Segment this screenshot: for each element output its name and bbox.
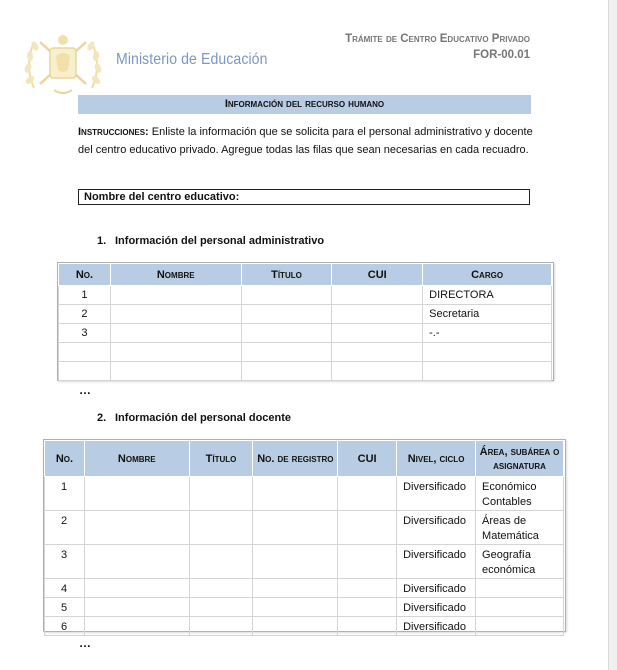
table-row <box>45 579 564 598</box>
cell-nombre[interactable] <box>84 598 189 617</box>
center-name-label: Nombre del centro educativo: <box>84 191 240 203</box>
cell-nivel[interactable]: Diversificado <box>397 477 476 511</box>
document-title: Trámite de Centro Educativo Privado <box>345 33 530 45</box>
cell-nombre[interactable] <box>84 617 189 636</box>
cell-registro[interactable] <box>253 617 338 636</box>
cell-nombre[interactable] <box>84 579 189 598</box>
cell-cui[interactable] <box>338 545 397 579</box>
table-row <box>45 617 564 636</box>
cell-nombre[interactable] <box>110 343 241 362</box>
col-header-nombre: Nombre <box>84 441 189 477</box>
col-header-no: No. <box>45 441 85 477</box>
cell-nombre[interactable] <box>110 286 241 305</box>
col-header-nombre: Nombre <box>110 264 241 286</box>
cell-no[interactable]: 2 <box>45 511 85 545</box>
cell-area[interactable] <box>476 579 564 598</box>
cell-area[interactable]: Áreas de Matemática <box>476 511 564 545</box>
cell-titulo[interactable] <box>241 362 332 381</box>
cell-cargo[interactable]: DIRECTORA <box>423 286 552 305</box>
cell-nombre[interactable] <box>110 305 241 324</box>
instructions-label: Instrucciones: <box>78 126 149 138</box>
section-2-heading <box>97 412 291 424</box>
cell-registro[interactable] <box>253 511 338 545</box>
cell-no[interactable]: 3 <box>45 545 85 579</box>
cell-cui[interactable] <box>338 511 397 545</box>
cell-no[interactable] <box>59 343 111 362</box>
cell-titulo[interactable] <box>241 343 332 362</box>
table-row <box>45 511 564 545</box>
document-code: FOR-00.01 <box>473 49 530 61</box>
cell-area[interactable]: Económico Contables <box>476 477 564 511</box>
cell-nombre[interactable] <box>84 545 189 579</box>
cell-no[interactable]: 1 <box>45 477 85 511</box>
table-2-continuation: … <box>79 636 91 650</box>
cell-nombre[interactable] <box>84 511 189 545</box>
cell-cargo[interactable]: -.- <box>423 324 552 343</box>
cell-no[interactable]: 1 <box>59 286 111 305</box>
col-header-titulo: Título <box>189 441 253 477</box>
page-edge <box>608 0 617 670</box>
cell-titulo[interactable] <box>189 545 253 579</box>
section-1-title: Información del personal administrativo <box>115 235 325 247</box>
col-header-cargo: Cargo <box>423 264 552 286</box>
cell-nombre[interactable] <box>84 477 189 511</box>
section-1-heading <box>97 235 324 247</box>
ministry-name: Ministerio de Educación <box>116 51 268 68</box>
center-name-field[interactable] <box>78 189 530 205</box>
cell-no[interactable]: 3 <box>59 324 111 343</box>
cell-nivel[interactable]: Diversificado <box>397 545 476 579</box>
table-row <box>59 362 552 381</box>
cell-titulo[interactable] <box>189 477 253 511</box>
cell-no[interactable] <box>59 362 111 381</box>
cell-nivel[interactable]: Diversificado <box>397 579 476 598</box>
cell-area[interactable] <box>476 598 564 617</box>
cell-titulo[interactable] <box>241 286 332 305</box>
section-2-number: 2. <box>97 412 107 424</box>
cell-titulo[interactable] <box>189 579 253 598</box>
cell-cui[interactable] <box>332 343 423 362</box>
table-row <box>45 477 564 511</box>
section-2-title: Información del personal docente <box>115 412 292 424</box>
col-header-no: No. <box>59 264 111 286</box>
cell-area[interactable] <box>476 617 564 636</box>
table-row <box>45 545 564 579</box>
cell-nombre[interactable] <box>110 324 241 343</box>
col-header-cui: CUI <box>332 264 423 286</box>
table-row <box>59 343 552 362</box>
section-banner: Información del recurso humano <box>78 95 531 114</box>
cell-nivel[interactable]: Diversificado <box>397 598 476 617</box>
cell-no[interactable]: 2 <box>59 305 111 324</box>
cell-cui[interactable] <box>332 324 423 343</box>
cell-no[interactable]: 6 <box>45 617 85 636</box>
table-row <box>59 305 552 324</box>
cell-cui[interactable] <box>338 477 397 511</box>
section-1-number: 1. <box>97 235 107 247</box>
cell-titulo[interactable] <box>189 511 253 545</box>
cell-titulo[interactable] <box>189 598 253 617</box>
cell-cui[interactable] <box>338 598 397 617</box>
table-row <box>59 286 552 305</box>
cell-no[interactable]: 4 <box>45 579 85 598</box>
col-header-cui: CUI <box>338 441 397 477</box>
cell-registro[interactable] <box>253 477 338 511</box>
table-1-continuation: … <box>79 383 91 397</box>
cell-nivel[interactable]: Diversificado <box>397 511 476 545</box>
cell-cui[interactable] <box>332 362 423 381</box>
cell-no[interactable]: 5 <box>45 598 85 617</box>
administrative-staff-table <box>58 263 552 381</box>
table-header-row <box>45 441 564 477</box>
col-header-nivel: Nivel, ciclo <box>397 441 476 477</box>
cell-cargo[interactable] <box>423 343 552 362</box>
cell-cui[interactable] <box>338 617 397 636</box>
cell-titulo[interactable] <box>189 617 253 636</box>
col-header-titulo: Título <box>241 264 332 286</box>
instructions-paragraph <box>78 124 538 159</box>
guatemala-coat-of-arms-icon <box>20 22 106 100</box>
cell-titulo[interactable] <box>241 305 332 324</box>
cell-area[interactable]: Geografía económica <box>476 545 564 579</box>
cell-nivel[interactable]: Diversificado <box>397 617 476 636</box>
instructions-text: Enliste la información que se solicita para el personal administrativo y docente del centro educativo privado. Agregue todas las filas que sean necesarias en cada recuadro. <box>78 126 533 156</box>
table-row <box>45 598 564 617</box>
table-row <box>59 324 552 343</box>
cell-cargo[interactable]: Secretaria <box>423 305 552 324</box>
table-header-row <box>59 264 552 286</box>
cell-registro[interactable] <box>253 579 338 598</box>
col-header-area: Área, subárea o asignatura <box>476 441 564 477</box>
col-header-registro: No. de registro <box>253 441 338 477</box>
teaching-staff-table <box>44 440 564 636</box>
cell-cargo[interactable] <box>423 362 552 381</box>
cell-cui[interactable] <box>332 305 423 324</box>
cell-cui[interactable] <box>338 579 397 598</box>
cell-registro[interactable] <box>253 545 338 579</box>
cell-titulo[interactable] <box>241 324 332 343</box>
cell-registro[interactable] <box>253 598 338 617</box>
cell-cui[interactable] <box>332 286 423 305</box>
cell-nombre[interactable] <box>110 362 241 381</box>
